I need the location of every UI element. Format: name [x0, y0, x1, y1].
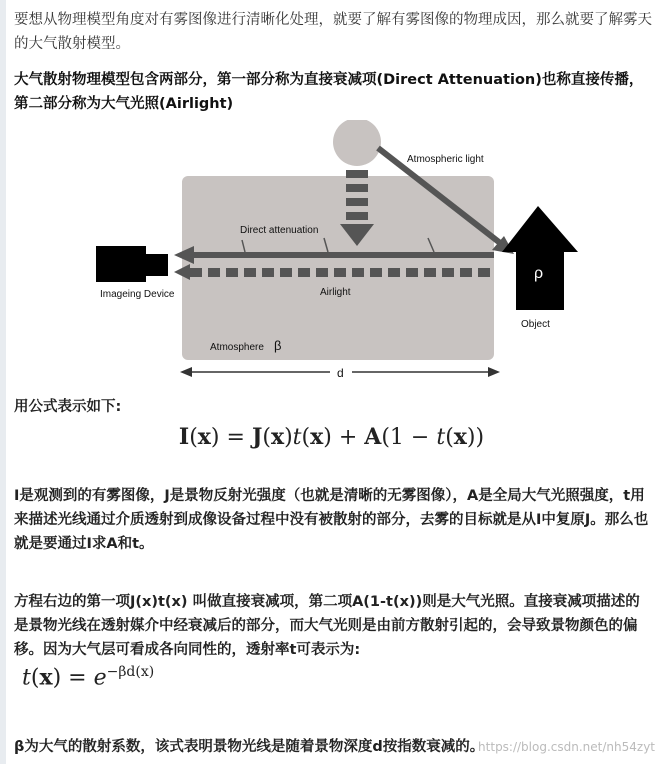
model-paragraph: 大气散射物理模型包含两部分，第一部分称为直接衰减项(Direct Attenuation)也称直接传播，第二部分称为大气光照(Airlight) — [14, 72, 644, 112]
imaging-device-body — [96, 246, 146, 282]
scattering-diagram — [90, 120, 590, 382]
explain-paragraph-1: I是观测到的有雾图像，J是景物反射光强度（也就是清晰的无雾图像），A是全局大气光照强度，t用来描述光线通过介质透射到成像设备过程中没有被散射的部分，去雾的目标就是从I中复原J。那么也就是要通过I求A和t。 — [14, 488, 649, 552]
airlight-label: Airlight — [320, 287, 351, 298]
sun-icon — [333, 120, 381, 166]
scattering-formula: I(x) = J(x)t(x) + A(1 − t(x)) — [178, 424, 485, 450]
conclusion-paragraph: β为大气的散射系数，该式表明景物光线是随着景物深度d按指数衰减的。 — [14, 739, 485, 755]
transmission-formula: $t(x) = e^{-\beta d(x)}$ — [22, 664, 155, 691]
direct-attenuation-label: Direct attenuation — [240, 225, 319, 236]
atmosphere-label: Atmosphere — [210, 342, 264, 353]
distance-label: d — [337, 366, 344, 380]
intro-paragraph: 要想从物理模型角度对有雾图像进行清晰化处理，就要了解有雾图像的物理成因，那么就要了解雾天的大气散射模型。 — [14, 12, 652, 52]
imaging-device-lens — [146, 254, 168, 276]
beta-symbol: β — [274, 338, 282, 353]
watermark: https://blog.csdn.net/nh54zyt — [478, 740, 655, 754]
atmospheric-light-label: Atmospheric light — [407, 154, 484, 165]
object-label: Object — [521, 319, 550, 330]
left-margin-bar — [0, 0, 6, 764]
imaging-device-label: Imageing Device — [100, 289, 175, 300]
distance-left-arrowhead — [180, 367, 192, 377]
formula-intro: 用公式表示如下: — [14, 399, 122, 415]
object-shape — [502, 206, 578, 310]
distance-right-arrowhead — [488, 367, 500, 377]
object-symbol: ρ — [534, 265, 544, 282]
explain-paragraph-2: 方程右边的第一项J(x)t(x) 叫做直接衰减项，第二项A(1-t(x))则是大气光照。直接衰减项描述的是景物光线在透射媒介中经衰减后的部分，而大气光则是由前方散射引起的，会导致景物颜色的偏移。因为大气层可看成各向同性的，透射率t可表示为: — [14, 594, 640, 658]
